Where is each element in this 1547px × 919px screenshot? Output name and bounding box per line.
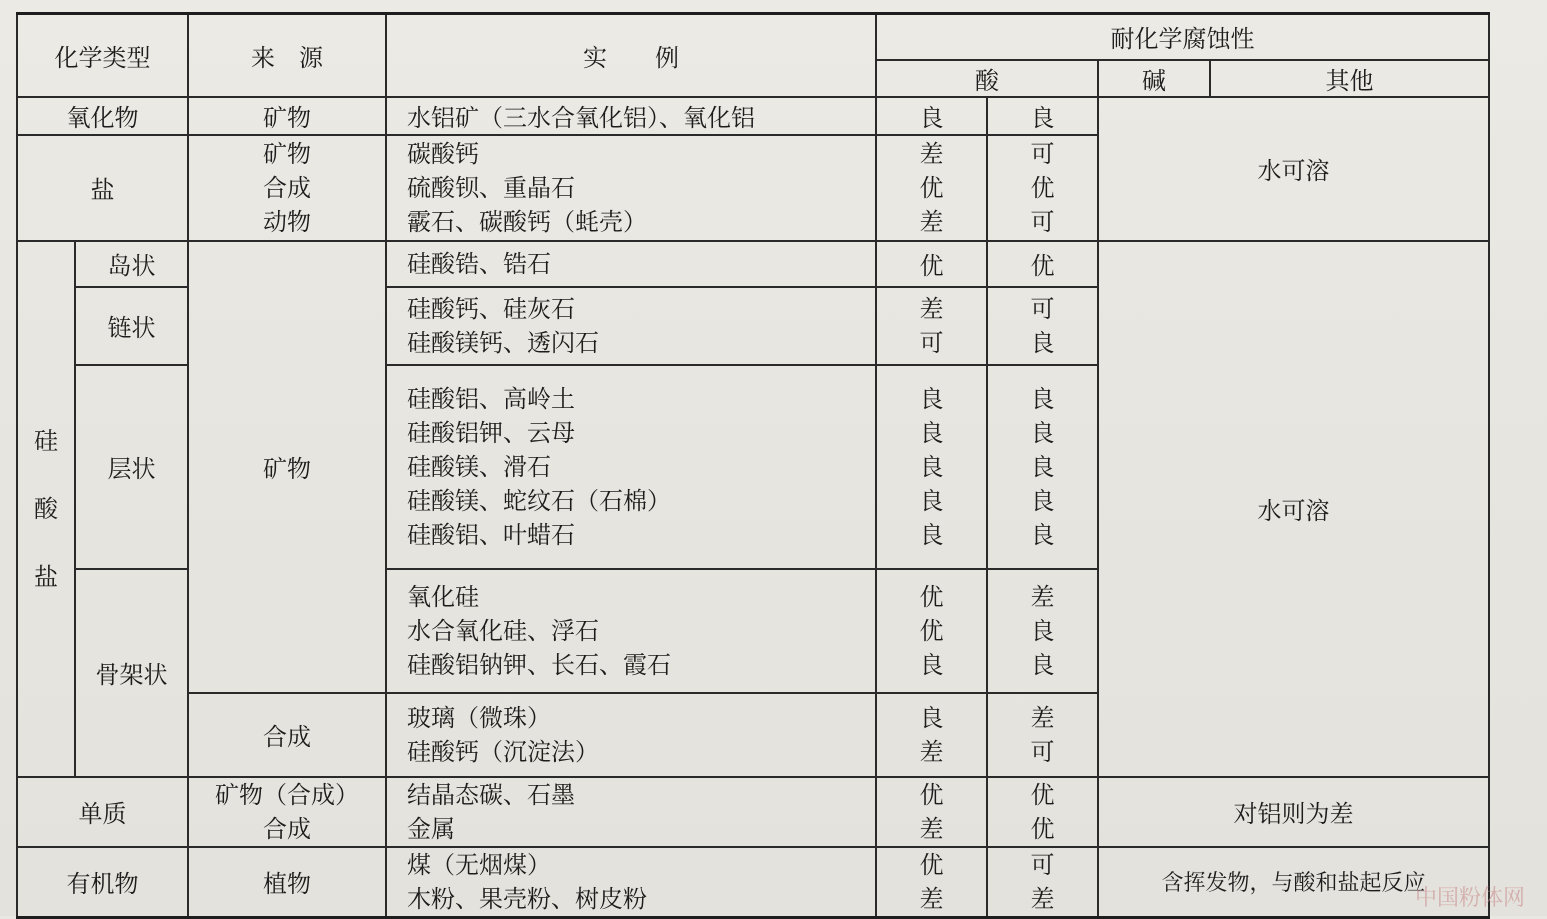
framework-subtype: 骨架状 [75, 569, 188, 777]
row-silicate-island [17, 241, 1489, 287]
oxide-source: 矿物 [188, 97, 386, 135]
layer-acid [876, 365, 987, 569]
table-container [16, 12, 1488, 919]
chain-acid [876, 287, 987, 365]
island-alkali: 优 [987, 241, 1098, 287]
element-acid-0: 优 [919, 780, 944, 809]
oxide-alkali: 良 [987, 97, 1098, 135]
layer-example-2: 硅酸镁、滑石 [407, 452, 551, 481]
chain-alkali-1: 良 [1030, 328, 1055, 357]
salt-example-1: 硫酸钡、重晶石 [407, 173, 575, 202]
framework-example-2: 硅酸铝钠钾、长石、霞石 [407, 650, 671, 679]
salt-other: 水可溶 [1098, 97, 1489, 241]
layer-acid-0: 良 [919, 384, 944, 413]
silicate-type-char-1: 酸 [34, 494, 58, 523]
salt-example-2: 霰石、碳酸钙（蚝壳） [407, 207, 647, 236]
salt-source-1: 合成 [263, 173, 311, 202]
organic-source: 植物 [188, 847, 386, 918]
salt-alkali-1: 优 [1030, 173, 1055, 202]
element-example-0: 结晶态碳、石墨 [407, 780, 575, 809]
layer-alkali-0: 良 [1030, 384, 1055, 413]
framework-alkali-2: 良 [1030, 650, 1055, 679]
organic-acid-1: 差 [919, 884, 944, 913]
chain-examples [386, 287, 876, 365]
island-subtype: 岛状 [75, 241, 188, 287]
element-alkali [987, 777, 1098, 847]
header-chem-type: 化学类型 [17, 14, 188, 97]
layer-example-4: 硅酸铝、叶蜡石 [407, 520, 575, 549]
element-alkali-1: 优 [1030, 814, 1055, 843]
chemical-resistance-table [16, 12, 1490, 919]
element-alkali-0: 优 [1030, 780, 1055, 809]
silicate-type-char-2: 盐 [34, 562, 58, 591]
layer-subtype: 层状 [75, 365, 188, 569]
organic-type: 有机物 [17, 847, 188, 918]
layer-alkali-4: 良 [1030, 520, 1055, 549]
layer-example-3: 硅酸镁、蛇纹石（石棉） [407, 486, 671, 515]
chain-alkali-0: 可 [1030, 294, 1055, 323]
header-source: 来 源 [188, 14, 386, 97]
organic-example-1: 木粉、果壳粉、树皮粉 [407, 884, 647, 913]
chain-example-0: 硅酸钙、硅灰石 [407, 294, 575, 323]
header-alkali: 碱 [1098, 60, 1210, 97]
framework-example-1: 水合氧化硅、浮石 [407, 616, 599, 645]
salt-alkali [987, 135, 1098, 241]
synthetic-example-1: 硅酸钙（沉淀法） [407, 737, 599, 766]
layer-acid-2: 良 [919, 452, 944, 481]
salt-example-0: 碳酸钙 [407, 139, 479, 168]
chain-acid-0: 差 [919, 294, 944, 323]
silicate-type [17, 241, 75, 777]
framework-examples [386, 569, 876, 693]
silicate-mineral-source: 矿物 [188, 241, 386, 693]
element-sources [188, 777, 386, 847]
salt-acid [876, 135, 987, 241]
synthetic-examples [386, 693, 876, 777]
organic-alkali-0: 可 [1030, 850, 1055, 879]
framework-alkali [987, 569, 1098, 693]
salt-acid-1: 优 [919, 173, 944, 202]
header-row-1 [17, 14, 1489, 60]
header-acid: 酸 [876, 60, 1098, 97]
salt-alkali-0: 可 [1030, 139, 1055, 168]
framework-acid-0: 优 [919, 582, 944, 611]
framework-acid-2: 良 [919, 650, 944, 679]
synthetic-example-0: 玻璃（微珠） [407, 703, 551, 732]
layer-example-0: 硅酸铝、高岭土 [407, 384, 575, 413]
organic-alkali-1: 差 [1030, 884, 1055, 913]
island-examples [386, 241, 876, 287]
watermark: 中国粉体网 [1414, 886, 1525, 911]
salt-sources [188, 135, 386, 241]
layer-alkali-1: 良 [1030, 418, 1055, 447]
organic-acid [876, 847, 987, 918]
island-example-0: 硅酸锆、锆石 [407, 249, 551, 278]
element-examples [386, 777, 876, 847]
framework-alkali-1: 良 [1030, 616, 1055, 645]
organic-alkali [987, 847, 1098, 918]
framework-acid-1: 优 [919, 616, 944, 645]
salt-acid-0: 差 [919, 139, 944, 168]
header-resistance: 耐化学腐蚀性 [876, 14, 1489, 60]
synthetic-alkali-0: 差 [1030, 703, 1055, 732]
header-other: 其他 [1210, 60, 1489, 97]
synthetic-acid [876, 693, 987, 777]
framework-acid [876, 569, 987, 693]
row-element [17, 777, 1489, 847]
oxide-acid: 良 [876, 97, 987, 135]
silicate-synthetic-source: 合成 [188, 693, 386, 777]
chain-acid-1: 可 [919, 328, 944, 357]
element-acid [876, 777, 987, 847]
organic-example-0: 煤（无烟煤） [407, 850, 551, 879]
element-acid-1: 差 [919, 814, 944, 843]
layer-alkali-3: 良 [1030, 486, 1055, 515]
chain-alkali [987, 287, 1098, 365]
silicate-other: 水可溶 [1098, 241, 1489, 777]
chain-example-1: 硅酸镁钙、透闪石 [407, 328, 599, 357]
layer-acid-4: 良 [919, 520, 944, 549]
layer-example-1: 硅酸铝钾、云母 [407, 418, 575, 447]
salt-examples [386, 135, 876, 241]
salt-type: 盐 [17, 135, 188, 241]
silicate-type-char-0: 硅 [34, 426, 58, 455]
row-oxide [17, 97, 1489, 135]
oxide-example: 水铝矿（三水合氧化铝）、氧化铝 [386, 97, 876, 135]
synthetic-acid-1: 差 [919, 737, 944, 766]
framework-alkali-0: 差 [1030, 582, 1055, 611]
organic-other: 含挥发物，与酸和盐起反应 [1098, 847, 1489, 918]
header-example: 实 例 [386, 14, 876, 97]
chain-subtype: 链状 [75, 287, 188, 365]
element-example-1: 金属 [407, 814, 455, 843]
element-other: 对铝则为差 [1098, 777, 1489, 847]
organic-acid-0: 优 [919, 850, 944, 879]
synthetic-alkali [987, 693, 1098, 777]
layer-alkali [987, 365, 1098, 569]
row-organic [17, 847, 1489, 918]
salt-source-0: 矿物 [263, 139, 311, 168]
synthetic-alkali-1: 可 [1030, 737, 1055, 766]
organic-examples [386, 847, 876, 918]
element-source-1: 合成 [263, 814, 311, 843]
salt-source-2: 动物 [263, 207, 311, 236]
element-type: 单质 [17, 777, 188, 847]
framework-example-0: 氧化硅 [407, 582, 479, 611]
layer-examples [386, 365, 876, 569]
layer-acid-1: 良 [919, 418, 944, 447]
layer-alkali-2: 良 [1030, 452, 1055, 481]
element-source-0: 矿物（合成） [215, 780, 359, 809]
oxide-type: 氧化物 [17, 97, 188, 135]
synthetic-acid-0: 良 [919, 703, 944, 732]
island-acid: 优 [876, 241, 987, 287]
salt-alkali-2: 可 [1030, 207, 1055, 236]
layer-acid-3: 良 [919, 486, 944, 515]
salt-acid-2: 差 [919, 207, 944, 236]
